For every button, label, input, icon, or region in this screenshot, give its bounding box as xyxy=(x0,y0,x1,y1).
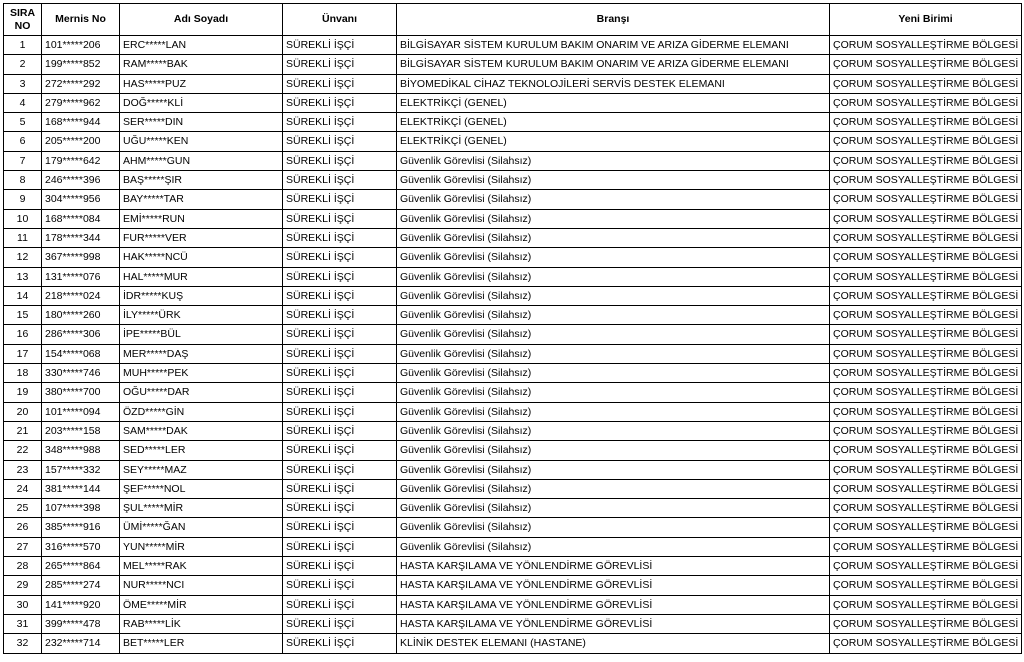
cell-mernis-no: 203*****158 xyxy=(42,421,120,440)
cell-brans: ELEKTRİKÇİ (GENEL) xyxy=(397,93,830,112)
cell-mernis-no: 157*****332 xyxy=(42,460,120,479)
table-header xyxy=(4,4,1022,36)
cell-mernis-no: 381*****144 xyxy=(42,479,120,498)
header-sira-no xyxy=(4,4,42,36)
table-row xyxy=(4,267,1022,286)
cell-ad-soyad: ŞUL*****MİR xyxy=(120,499,283,518)
cell-brans: Güvenlik Görevlisi (Silahsız) xyxy=(397,306,830,325)
cell-mernis-no: 141*****920 xyxy=(42,595,120,614)
table-row xyxy=(4,518,1022,537)
cell-ad-soyad: İLY*****ÜRK xyxy=(120,306,283,325)
table-row xyxy=(4,55,1022,74)
cell-mernis-no: 272*****292 xyxy=(42,74,120,93)
cell-unvan: SÜREKLİ İŞÇİ xyxy=(283,614,397,633)
cell-ad-soyad: DOĞ*****KLİ xyxy=(120,93,283,112)
cell-mernis-no: 304*****956 xyxy=(42,190,120,209)
cell-ad-soyad: ERC*****LAN xyxy=(120,36,283,55)
cell-unvan: SÜREKLİ İŞÇİ xyxy=(283,383,397,402)
cell-sira-no: 13 xyxy=(4,267,42,286)
cell-sira-no: 28 xyxy=(4,557,42,576)
table-row xyxy=(4,325,1022,344)
cell-unvan: SÜREKLİ İŞÇİ xyxy=(283,55,397,74)
cell-mernis-no: 101*****206 xyxy=(42,36,120,55)
header-sira-line1: SIRA xyxy=(9,6,36,19)
cell-ad-soyad: SEY*****MAZ xyxy=(120,460,283,479)
cell-yeni-birim: ÇORUM SOSYALLEŞTİRME BÖLGESİ xyxy=(830,209,1022,228)
table-row xyxy=(4,209,1022,228)
table-row xyxy=(4,286,1022,305)
cell-yeni-birim: ÇORUM SOSYALLEŞTİRME BÖLGESİ xyxy=(830,595,1022,614)
cell-brans: Güvenlik Görevlisi (Silahsız) xyxy=(397,228,830,247)
cell-sira-no: 1 xyxy=(4,36,42,55)
cell-mernis-no: 218*****024 xyxy=(42,286,120,305)
cell-sira-no: 9 xyxy=(4,190,42,209)
cell-unvan: SÜREKLİ İŞÇİ xyxy=(283,248,397,267)
cell-yeni-birim: ÇORUM SOSYALLEŞTİRME BÖLGESİ xyxy=(830,306,1022,325)
cell-sira-no: 22 xyxy=(4,441,42,460)
cell-brans: Güvenlik Görevlisi (Silahsız) xyxy=(397,325,830,344)
cell-sira-no: 10 xyxy=(4,209,42,228)
cell-yeni-birim: ÇORUM SOSYALLEŞTİRME BÖLGESİ xyxy=(830,93,1022,112)
cell-brans: Güvenlik Görevlisi (Silahsız) xyxy=(397,518,830,537)
cell-mernis-no: 286*****306 xyxy=(42,325,120,344)
cell-mernis-no: 232*****714 xyxy=(42,634,120,653)
cell-brans: BİLGİSAYAR SİSTEM KURULUM BAKIM ONARIM VE ARIZA GİDERME ELEMANI xyxy=(397,36,830,55)
cell-mernis-no: 154*****068 xyxy=(42,344,120,363)
table-row xyxy=(4,74,1022,93)
cell-mernis-no: 348*****988 xyxy=(42,441,120,460)
table-row xyxy=(4,499,1022,518)
cell-yeni-birim: ÇORUM SOSYALLEŞTİRME BÖLGESİ xyxy=(830,36,1022,55)
cell-sira-no: 7 xyxy=(4,151,42,170)
cell-brans: Güvenlik Görevlisi (Silahsız) xyxy=(397,151,830,170)
cell-sira-no: 30 xyxy=(4,595,42,614)
cell-sira-no: 6 xyxy=(4,132,42,151)
cell-mernis-no: 285*****274 xyxy=(42,576,120,595)
cell-unvan: SÜREKLİ İŞÇİ xyxy=(283,518,397,537)
cell-yeni-birim: ÇORUM SOSYALLEŞTİRME BÖLGESİ xyxy=(830,557,1022,576)
table-row xyxy=(4,634,1022,653)
cell-sira-no: 14 xyxy=(4,286,42,305)
cell-ad-soyad: ÖZD*****GİN xyxy=(120,402,283,421)
cell-ad-soyad: İPE*****BÜL xyxy=(120,325,283,344)
cell-unvan: SÜREKLİ İŞÇİ xyxy=(283,306,397,325)
cell-mernis-no: 316*****570 xyxy=(42,537,120,556)
cell-yeni-birim: ÇORUM SOSYALLEŞTİRME BÖLGESİ xyxy=(830,113,1022,132)
cell-ad-soyad: NUR*****NCI xyxy=(120,576,283,595)
cell-mernis-no: 205*****200 xyxy=(42,132,120,151)
cell-brans: HASTA KARŞILAMA VE YÖNLENDİRME GÖREVLİSİ xyxy=(397,557,830,576)
cell-unvan: SÜREKLİ İŞÇİ xyxy=(283,537,397,556)
cell-mernis-no: 199*****852 xyxy=(42,55,120,74)
table-row xyxy=(4,132,1022,151)
cell-ad-soyad: BAŞ*****ŞIR xyxy=(120,171,283,190)
table-row xyxy=(4,479,1022,498)
cell-sira-no: 32 xyxy=(4,634,42,653)
cell-unvan: SÜREKLİ İŞÇİ xyxy=(283,557,397,576)
cell-yeni-birim: ÇORUM SOSYALLEŞTİRME BÖLGESİ xyxy=(830,132,1022,151)
cell-brans: Güvenlik Görevlisi (Silahsız) xyxy=(397,421,830,440)
cell-sira-no: 17 xyxy=(4,344,42,363)
cell-unvan: SÜREKLİ İŞÇİ xyxy=(283,479,397,498)
cell-brans: ELEKTRİKÇİ (GENEL) xyxy=(397,132,830,151)
cell-mernis-no: 367*****998 xyxy=(42,248,120,267)
cell-yeni-birim: ÇORUM SOSYALLEŞTİRME BÖLGESİ xyxy=(830,344,1022,363)
cell-mernis-no: 385*****916 xyxy=(42,518,120,537)
cell-ad-soyad: FUR*****VER xyxy=(120,228,283,247)
cell-yeni-birim: ÇORUM SOSYALLEŞTİRME BÖLGESİ xyxy=(830,499,1022,518)
cell-yeni-birim: ÇORUM SOSYALLEŞTİRME BÖLGESİ xyxy=(830,537,1022,556)
cell-unvan: SÜREKLİ İŞÇİ xyxy=(283,190,397,209)
cell-unvan: SÜREKLİ İŞÇİ xyxy=(283,93,397,112)
cell-unvan: SÜREKLİ İŞÇİ xyxy=(283,325,397,344)
cell-yeni-birim: ÇORUM SOSYALLEŞTİRME BÖLGESİ xyxy=(830,74,1022,93)
cell-unvan: SÜREKLİ İŞÇİ xyxy=(283,595,397,614)
cell-brans: HASTA KARŞILAMA VE YÖNLENDİRME GÖREVLİSİ xyxy=(397,595,830,614)
table-row xyxy=(4,576,1022,595)
cell-unvan: SÜREKLİ İŞÇİ xyxy=(283,364,397,383)
cell-brans: Güvenlik Görevlisi (Silahsız) xyxy=(397,267,830,286)
header-unvan: Ünvanı xyxy=(283,4,397,36)
cell-ad-soyad: SED*****LER xyxy=(120,441,283,460)
cell-yeni-birim: ÇORUM SOSYALLEŞTİRME BÖLGESİ xyxy=(830,171,1022,190)
cell-yeni-birim: ÇORUM SOSYALLEŞTİRME BÖLGESİ xyxy=(830,325,1022,344)
cell-sira-no: 29 xyxy=(4,576,42,595)
cell-yeni-birim: ÇORUM SOSYALLEŞTİRME BÖLGESİ xyxy=(830,228,1022,247)
cell-ad-soyad: MER*****DAŞ xyxy=(120,344,283,363)
cell-sira-no: 26 xyxy=(4,518,42,537)
cell-ad-soyad: MUH*****PEK xyxy=(120,364,283,383)
cell-yeni-birim: ÇORUM SOSYALLEŞTİRME BÖLGESİ xyxy=(830,364,1022,383)
cell-brans: Güvenlik Görevlisi (Silahsız) xyxy=(397,190,830,209)
table-row xyxy=(4,614,1022,633)
cell-unvan: SÜREKLİ İŞÇİ xyxy=(283,36,397,55)
cell-ad-soyad: OĞU*****DAR xyxy=(120,383,283,402)
cell-sira-no: 3 xyxy=(4,74,42,93)
cell-sira-no: 2 xyxy=(4,55,42,74)
table-row xyxy=(4,460,1022,479)
cell-ad-soyad: SER*****DIN xyxy=(120,113,283,132)
cell-brans: Güvenlik Görevlisi (Silahsız) xyxy=(397,499,830,518)
cell-ad-soyad: BET*****LER xyxy=(120,634,283,653)
cell-yeni-birim: ÇORUM SOSYALLEŞTİRME BÖLGESİ xyxy=(830,614,1022,633)
cell-unvan: SÜREKLİ İŞÇİ xyxy=(283,209,397,228)
cell-yeni-birim: ÇORUM SOSYALLEŞTİRME BÖLGESİ xyxy=(830,421,1022,440)
cell-brans: HASTA KARŞILAMA VE YÖNLENDİRME GÖREVLİSİ xyxy=(397,576,830,595)
table-row xyxy=(4,364,1022,383)
cell-ad-soyad: ÖME*****MİR xyxy=(120,595,283,614)
cell-yeni-birim: ÇORUM SOSYALLEŞTİRME BÖLGESİ xyxy=(830,460,1022,479)
cell-yeni-birim: ÇORUM SOSYALLEŞTİRME BÖLGESİ xyxy=(830,441,1022,460)
cell-ad-soyad: SAM*****DAK xyxy=(120,421,283,440)
cell-sira-no: 11 xyxy=(4,228,42,247)
cell-unvan: SÜREKLİ İŞÇİ xyxy=(283,499,397,518)
cell-brans: Güvenlik Görevlisi (Silahsız) xyxy=(397,248,830,267)
cell-sira-no: 25 xyxy=(4,499,42,518)
cell-ad-soyad: UĞU*****KEN xyxy=(120,132,283,151)
cell-brans: BİYOMEDİKAL CİHAZ TEKNOLOJİLERİ SERVİS DESTEK ELEMANI xyxy=(397,74,830,93)
cell-sira-no: 23 xyxy=(4,460,42,479)
cell-mernis-no: 179*****642 xyxy=(42,151,120,170)
cell-mernis-no: 399*****478 xyxy=(42,614,120,633)
cell-unvan: SÜREKLİ İŞÇİ xyxy=(283,576,397,595)
cell-brans: Güvenlik Görevlisi (Silahsız) xyxy=(397,286,830,305)
table-row xyxy=(4,151,1022,170)
table-row xyxy=(4,93,1022,112)
cell-mernis-no: 380*****700 xyxy=(42,383,120,402)
cell-unvan: SÜREKLİ İŞÇİ xyxy=(283,441,397,460)
table-row xyxy=(4,36,1022,55)
table-row xyxy=(4,441,1022,460)
cell-unvan: SÜREKLİ İŞÇİ xyxy=(283,402,397,421)
cell-yeni-birim: ÇORUM SOSYALLEŞTİRME BÖLGESİ xyxy=(830,267,1022,286)
cell-yeni-birim: ÇORUM SOSYALLEŞTİRME BÖLGESİ xyxy=(830,479,1022,498)
cell-sira-no: 31 xyxy=(4,614,42,633)
table-body xyxy=(4,36,1022,654)
cell-ad-soyad: ŞEF*****NOL xyxy=(120,479,283,498)
cell-unvan: SÜREKLİ İŞÇİ xyxy=(283,460,397,479)
cell-brans: Güvenlik Görevlisi (Silahsız) xyxy=(397,460,830,479)
header-ad-soyad: Adı Soyadı xyxy=(120,4,283,36)
cell-unvan: SÜREKLİ İŞÇİ xyxy=(283,286,397,305)
header-sira-line2: NO xyxy=(14,19,31,32)
cell-brans: Güvenlik Görevlisi (Silahsız) xyxy=(397,402,830,421)
cell-yeni-birim: ÇORUM SOSYALLEŞTİRME BÖLGESİ xyxy=(830,248,1022,267)
cell-ad-soyad: HAK*****NCÜ xyxy=(120,248,283,267)
cell-ad-soyad: YUN*****MİR xyxy=(120,537,283,556)
cell-sira-no: 20 xyxy=(4,402,42,421)
cell-mernis-no: 101*****094 xyxy=(42,402,120,421)
cell-ad-soyad: MEL*****RAK xyxy=(120,557,283,576)
cell-yeni-birim: ÇORUM SOSYALLEŞTİRME BÖLGESİ xyxy=(830,634,1022,653)
cell-unvan: SÜREKLİ İŞÇİ xyxy=(283,151,397,170)
cell-sira-no: 4 xyxy=(4,93,42,112)
cell-ad-soyad: RAB*****LİK xyxy=(120,614,283,633)
header-mernis-no: Mernis No xyxy=(42,4,120,36)
cell-sira-no: 27 xyxy=(4,537,42,556)
table-row xyxy=(4,402,1022,421)
cell-yeni-birim: ÇORUM SOSYALLEŞTİRME BÖLGESİ xyxy=(830,55,1022,74)
cell-sira-no: 21 xyxy=(4,421,42,440)
cell-mernis-no: 178*****344 xyxy=(42,228,120,247)
table-row xyxy=(4,595,1022,614)
cell-mernis-no: 168*****084 xyxy=(42,209,120,228)
table-row xyxy=(4,557,1022,576)
cell-ad-soyad: HAL*****MUR xyxy=(120,267,283,286)
cell-sira-no: 19 xyxy=(4,383,42,402)
table-row xyxy=(4,113,1022,132)
table-row xyxy=(4,421,1022,440)
header-row xyxy=(4,4,1022,36)
cell-sira-no: 24 xyxy=(4,479,42,498)
table-row xyxy=(4,537,1022,556)
cell-yeni-birim: ÇORUM SOSYALLEŞTİRME BÖLGESİ xyxy=(830,286,1022,305)
cell-brans: KLİNİK DESTEK ELEMANI (HASTANE) xyxy=(397,634,830,653)
cell-yeni-birim: ÇORUM SOSYALLEŞTİRME BÖLGESİ xyxy=(830,518,1022,537)
cell-ad-soyad: ÜMİ*****ĞAN xyxy=(120,518,283,537)
table-row xyxy=(4,344,1022,363)
header-brans: Branşı xyxy=(397,4,830,36)
header-yeni-birim: Yeni Birimi xyxy=(830,4,1022,36)
cell-unvan: SÜREKLİ İŞÇİ xyxy=(283,171,397,190)
cell-unvan: SÜREKLİ İŞÇİ xyxy=(283,634,397,653)
cell-sira-no: 12 xyxy=(4,248,42,267)
cell-brans: Güvenlik Görevlisi (Silahsız) xyxy=(397,383,830,402)
cell-yeni-birim: ÇORUM SOSYALLEŞTİRME BÖLGESİ xyxy=(830,383,1022,402)
cell-mernis-no: 168*****944 xyxy=(42,113,120,132)
cell-ad-soyad: İDR*****KUŞ xyxy=(120,286,283,305)
table-row xyxy=(4,190,1022,209)
cell-unvan: SÜREKLİ İŞÇİ xyxy=(283,228,397,247)
cell-unvan: SÜREKLİ İŞÇİ xyxy=(283,113,397,132)
cell-yeni-birim: ÇORUM SOSYALLEŞTİRME BÖLGESİ xyxy=(830,402,1022,421)
cell-ad-soyad: BAY*****TAR xyxy=(120,190,283,209)
cell-brans: Güvenlik Görevlisi (Silahsız) xyxy=(397,479,830,498)
cell-mernis-no: 131*****076 xyxy=(42,267,120,286)
cell-unvan: SÜREKLİ İŞÇİ xyxy=(283,74,397,93)
cell-mernis-no: 246*****396 xyxy=(42,171,120,190)
cell-unvan: SÜREKLİ İŞÇİ xyxy=(283,344,397,363)
cell-unvan: SÜREKLİ İŞÇİ xyxy=(283,267,397,286)
cell-mernis-no: 107*****398 xyxy=(42,499,120,518)
cell-brans: Güvenlik Görevlisi (Silahsız) xyxy=(397,344,830,363)
cell-ad-soyad: RAM*****BAK xyxy=(120,55,283,74)
cell-brans: HASTA KARŞILAMA VE YÖNLENDİRME GÖREVLİSİ xyxy=(397,614,830,633)
cell-mernis-no: 180*****260 xyxy=(42,306,120,325)
cell-brans: Güvenlik Görevlisi (Silahsız) xyxy=(397,364,830,383)
cell-mernis-no: 279*****962 xyxy=(42,93,120,112)
table-row xyxy=(4,383,1022,402)
cell-brans: ELEKTRİKÇİ (GENEL) xyxy=(397,113,830,132)
cell-brans: Güvenlik Görevlisi (Silahsız) xyxy=(397,441,830,460)
cell-unvan: SÜREKLİ İŞÇİ xyxy=(283,132,397,151)
table-row xyxy=(4,306,1022,325)
cell-sira-no: 8 xyxy=(4,171,42,190)
table-row xyxy=(4,171,1022,190)
table-row xyxy=(4,228,1022,247)
cell-yeni-birim: ÇORUM SOSYALLEŞTİRME BÖLGESİ xyxy=(830,576,1022,595)
cell-mernis-no: 330*****746 xyxy=(42,364,120,383)
cell-ad-soyad: AHM*****GUN xyxy=(120,151,283,170)
cell-yeni-birim: ÇORUM SOSYALLEŞTİRME BÖLGESİ xyxy=(830,151,1022,170)
cell-brans: Güvenlik Görevlisi (Silahsız) xyxy=(397,537,830,556)
cell-mernis-no: 265*****864 xyxy=(42,557,120,576)
cell-sira-no: 18 xyxy=(4,364,42,383)
cell-ad-soyad: EMİ*****RUN xyxy=(120,209,283,228)
cell-ad-soyad: HAS*****PUZ xyxy=(120,74,283,93)
cell-brans: Güvenlik Görevlisi (Silahsız) xyxy=(397,171,830,190)
table-row xyxy=(4,248,1022,267)
cell-sira-no: 15 xyxy=(4,306,42,325)
cell-brans: Güvenlik Görevlisi (Silahsız) xyxy=(397,209,830,228)
cell-unvan: SÜREKLİ İŞÇİ xyxy=(283,421,397,440)
cell-yeni-birim: ÇORUM SOSYALLEŞTİRME BÖLGESİ xyxy=(830,190,1022,209)
personnel-table xyxy=(3,3,1022,654)
cell-sira-no: 5 xyxy=(4,113,42,132)
cell-sira-no: 16 xyxy=(4,325,42,344)
cell-brans: BİLGİSAYAR SİSTEM KURULUM BAKIM ONARIM VE ARIZA GİDERME ELEMANI xyxy=(397,55,830,74)
